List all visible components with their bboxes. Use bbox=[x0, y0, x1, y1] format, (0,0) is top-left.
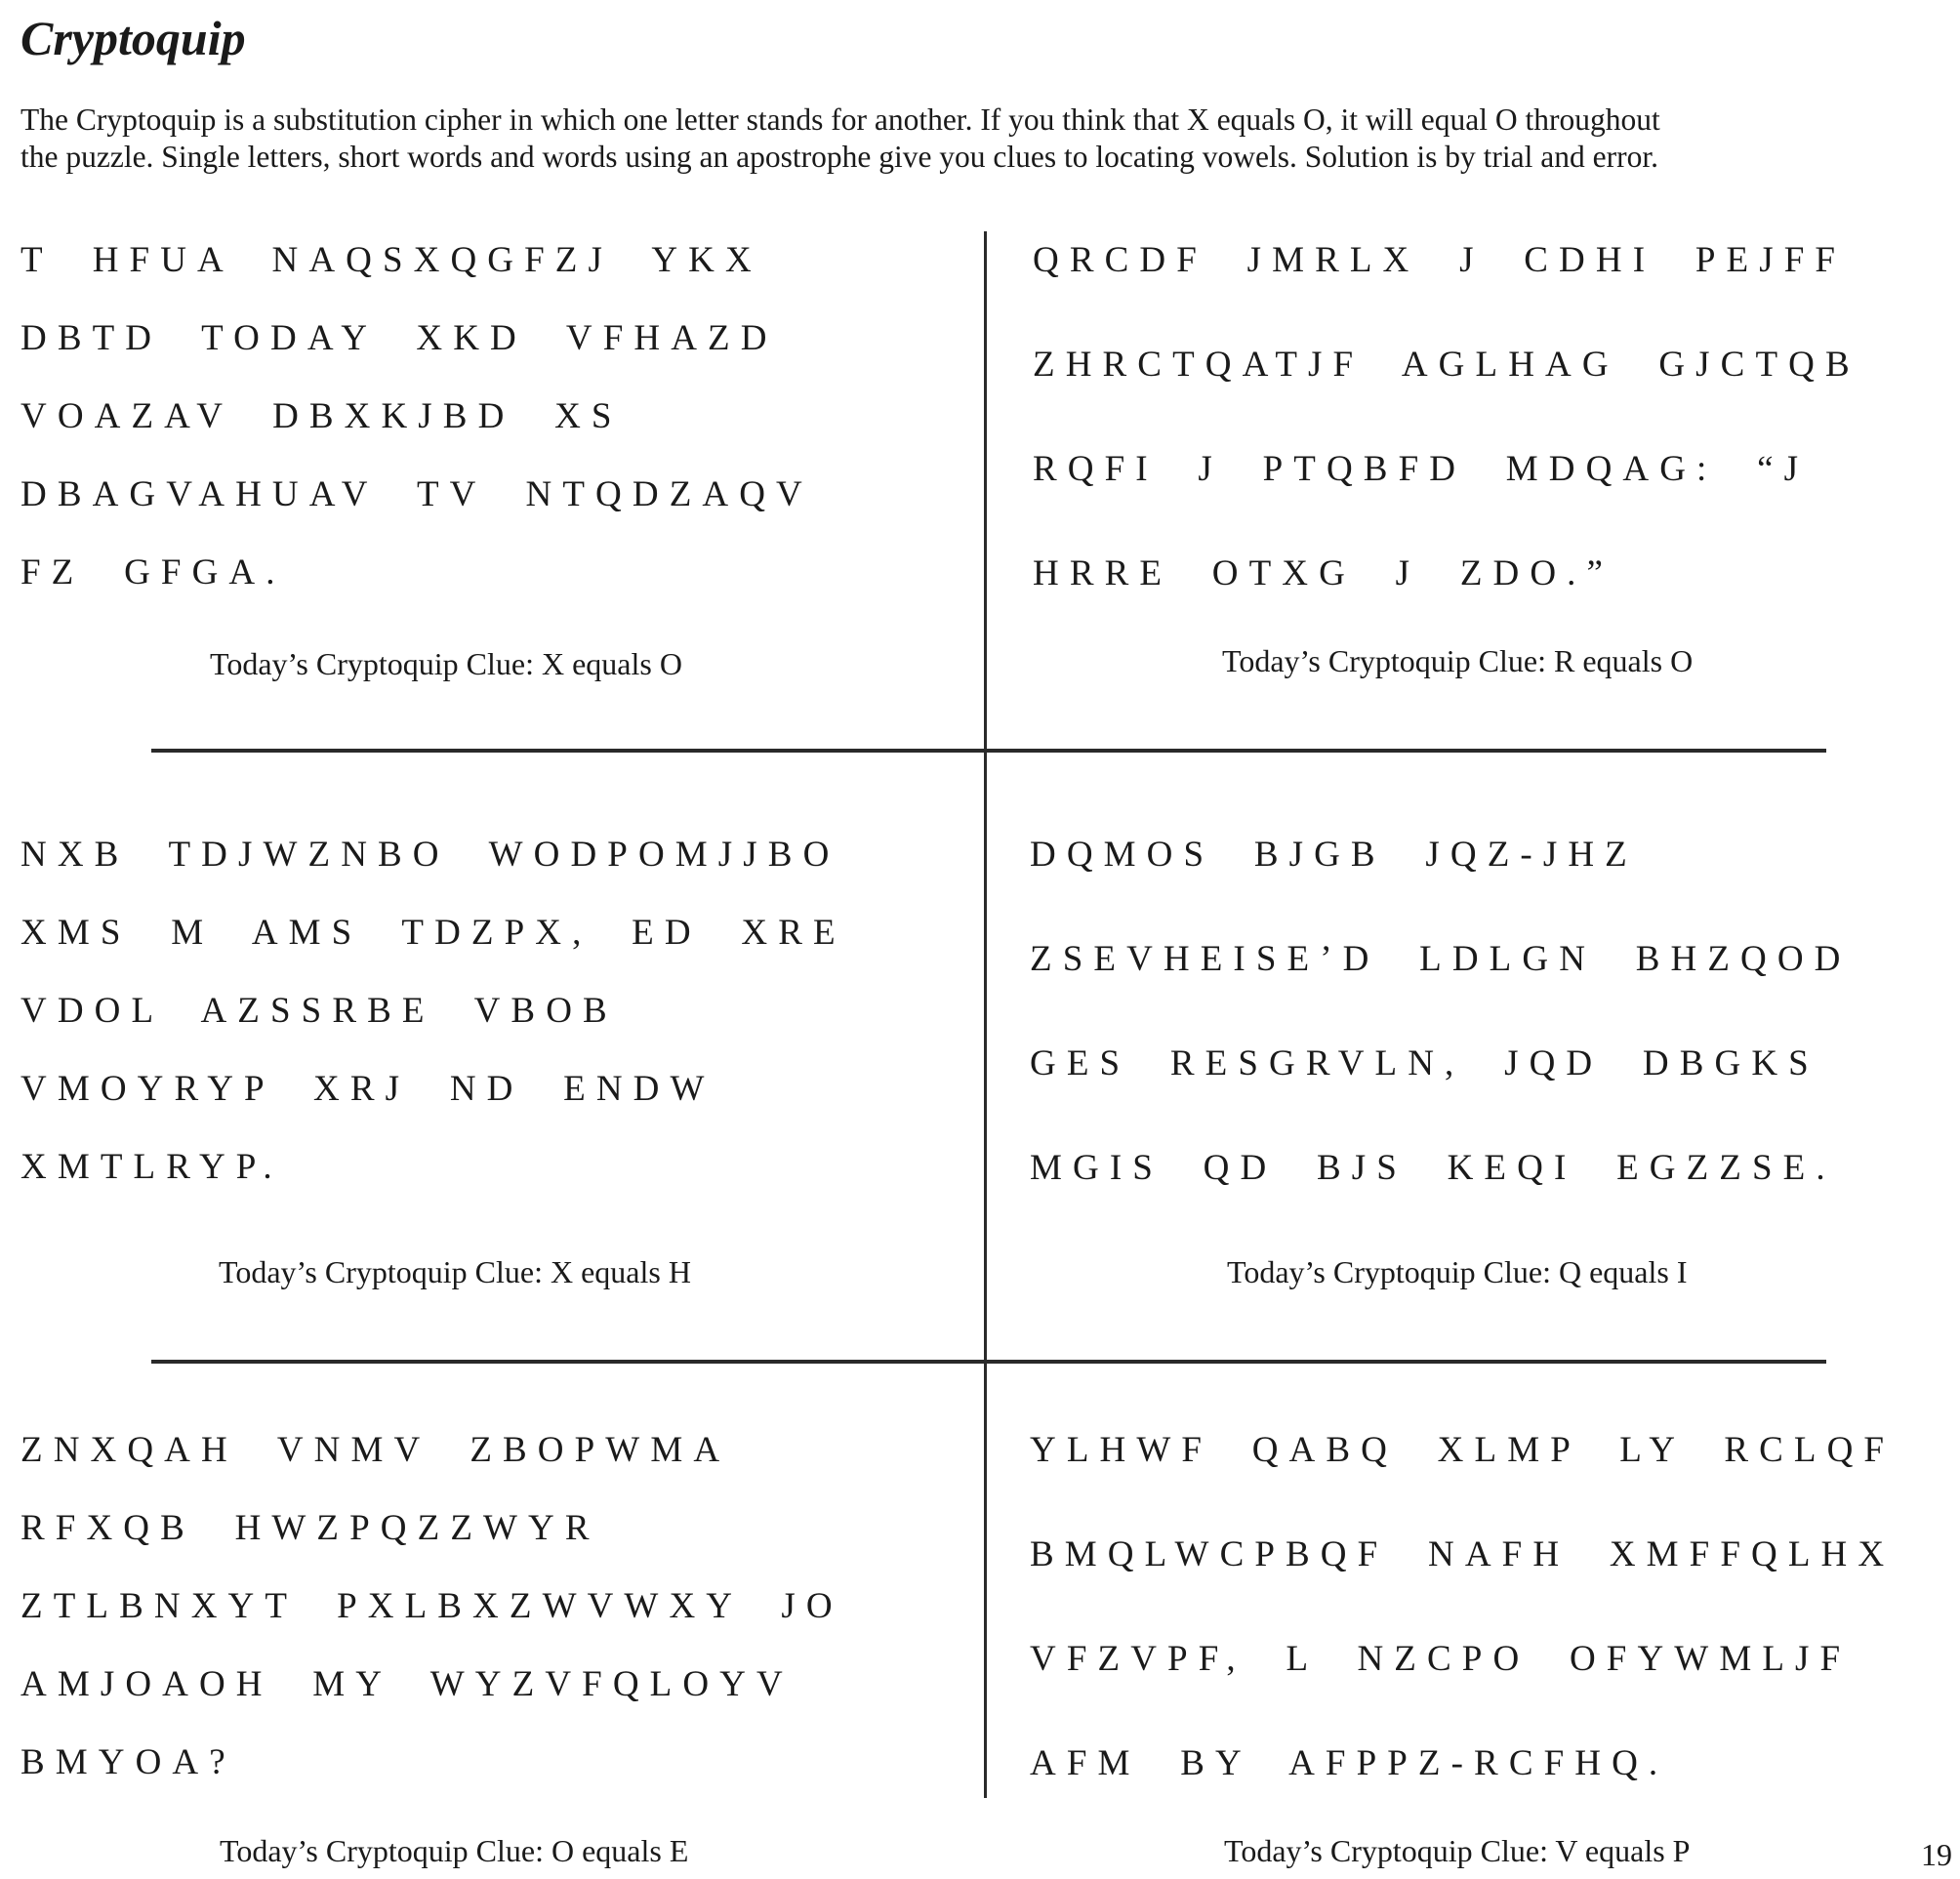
cipher-line: GES RESGRVLN, JQD DBGKS bbox=[1030, 1043, 1819, 1083]
cipher-line: ZHRCTQATJF AGLHAG GJCTQB bbox=[1033, 345, 1860, 385]
cipher-line: BMYOA? bbox=[20, 1742, 236, 1782]
vertical-divider bbox=[984, 231, 987, 1798]
puzzle-2-clue: Today’s Cryptoquip Clue: R equals O bbox=[1222, 643, 1694, 678]
puzzle-5-clue: Today’s Cryptoquip Clue: O equals E bbox=[220, 1833, 689, 1868]
cipher-line: YLHWF QABQ XLMP LY RCLQF bbox=[1030, 1430, 1896, 1470]
cipher-line: XMTLRYP. bbox=[20, 1147, 283, 1187]
puzzle-1-clue: Today’s Cryptoquip Clue: X equals O bbox=[210, 646, 682, 681]
cipher-line: DQMOS BJGB JQZ-JHZ bbox=[1030, 835, 1638, 875]
cipher-line: AMJOAOH MY WYZVFQLOYV bbox=[20, 1664, 794, 1704]
puzzle-6-clue: Today’s Cryptoquip Clue: V equals P bbox=[1224, 1833, 1691, 1868]
puzzle-3-clue: Today’s Cryptoquip Clue: X equals H bbox=[219, 1254, 691, 1289]
cipher-line: VFZVPF, L NZCPO OFYWMLJF bbox=[1030, 1639, 1852, 1679]
cipher-line: T HFUA NAQSXQGFZJ YKX bbox=[20, 240, 762, 280]
intro-line: the puzzle. Single letters, short words and words using an apostrophe give you clues to locating vowels. Solution is by trial and error. bbox=[20, 140, 1658, 174]
cipher-line: VDOL AZSSRBE VBOB bbox=[20, 991, 618, 1031]
cipher-line: XMS M AMS TDZPX, ED XRE bbox=[20, 913, 846, 953]
horizontal-divider bbox=[151, 1360, 1826, 1364]
puzzle-4-clue: Today’s Cryptoquip Clue: Q equals I bbox=[1227, 1254, 1688, 1289]
cipher-line: HRRE OTXG J ZDO.” bbox=[1033, 553, 1614, 593]
cipher-line: AFM BY AFPPZ-RCFHQ. bbox=[1030, 1743, 1669, 1783]
page-number: 19 bbox=[1921, 1837, 1952, 1872]
cipher-line: ZSEVHEISE’D LDLGN BHZQOD bbox=[1030, 939, 1852, 979]
intro-paragraph bbox=[20, 102, 1934, 176]
cipher-line: NXB TDJWZNBO WODPOMJJBO bbox=[20, 835, 840, 875]
cipher-line: DBAGVAHUAV TV NTQDZAQV bbox=[20, 474, 813, 514]
cipher-line: ZNXQAH VNMV ZBOPWMA bbox=[20, 1430, 731, 1470]
horizontal-divider bbox=[151, 749, 1826, 753]
cipher-line: VMOYRYP XRJ ND ENDW bbox=[20, 1069, 715, 1109]
cipher-line: FZ GFGA. bbox=[20, 552, 286, 592]
cipher-line: ZTLBNXYT PXLBXZWVWXY JO bbox=[20, 1586, 843, 1626]
cipher-line: RQFI J PTQBFD MDQAG: “J bbox=[1033, 449, 1810, 489]
intro-line: The Cryptoquip is a substitution cipher in which one letter stands for another. If you think that X equals O, it will equal O throughout bbox=[20, 102, 1660, 137]
cipher-line: MGIS QD BJS KEQI EGZZSE. bbox=[1030, 1148, 1836, 1188]
cipher-line: QRCDF JMRLX J CDHI PEJFF bbox=[1033, 240, 1847, 280]
cipher-line: VOAZAV DBXKJBD XS bbox=[20, 396, 623, 436]
cipher-line: BMQLWCPBQF NAFH XMFFQLHX bbox=[1030, 1534, 1896, 1574]
page-title: Cryptoquip bbox=[20, 11, 246, 65]
cipher-line: DBTD TODAY XKD VFHAZD bbox=[20, 318, 778, 358]
cipher-line: RFXQB HWZPQZZWYR bbox=[20, 1508, 600, 1548]
